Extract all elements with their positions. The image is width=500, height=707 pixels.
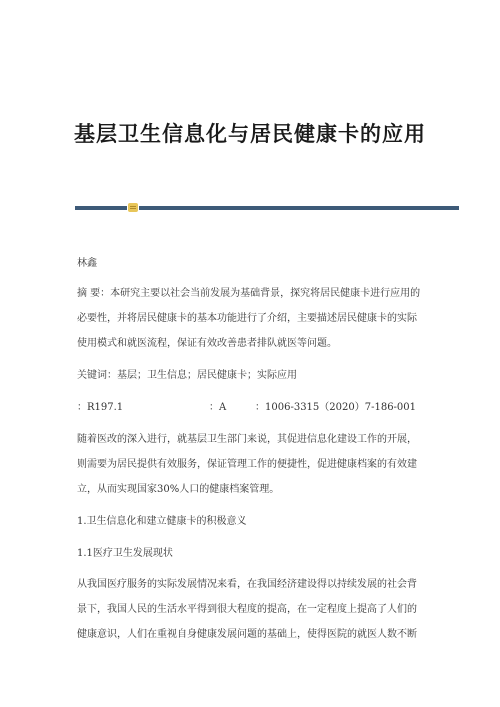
divider-bar-right (139, 206, 459, 210)
abstract-line-2: 必要性，并将居民健康卡的基本功能进行了介绍，主要描述居民健康卡的实际 (77, 313, 417, 324)
body-line-2: 景下，我国人民的生活水平得到很大程度的提高，在一定程度上提高了人们的 (77, 604, 417, 615)
body-line-3: 健康意识，人们在重视自身健康发展问题的基础上，使得医院的就医人数不断 (77, 629, 417, 640)
section-heading-1-1: 1.1医疗卫生发展现状 (77, 548, 173, 559)
divider-bar-left (75, 206, 127, 210)
article-number: ：1006-3315（2020）7-186-001 (255, 402, 417, 413)
intro-line-3: 立，从而实现国家30%人口的健康档案管理。 (77, 484, 280, 495)
classification-row (77, 401, 437, 415)
body-line-1: 从我国医疗服务的实际发展情况来看，在我国经济建设得以持续发展的社会背 (77, 579, 417, 590)
book-icon (128, 203, 138, 212)
keywords: 关键词：基层；卫生信息；居民健康卡；实际应用 (77, 370, 297, 381)
intro-line-2: 则需要为居民提供有效服务，保证管理工作的便捷性，促进健康档案的有效建 (77, 459, 417, 470)
section-heading-1: 1.卫生信息化和建立健康卡的积极意义 (77, 516, 247, 527)
abstract-line-3: 使用模式和就医流程，保证有效改善患者排队就医等问题。 (77, 338, 337, 349)
document-title: 基层卫生信息化与居民健康卡的应用 (74, 121, 426, 146)
document-code: ：A (209, 402, 227, 413)
abstract-line-1: 摘 要：本研究主要以社会当前发展为基础背景，探究将居民健康卡进行应用的 (77, 288, 421, 299)
clc-number: ：R197.1 (77, 402, 124, 413)
author-name: 林鑫 (77, 258, 97, 269)
title-divider (75, 203, 459, 211)
intro-line-1: 随着医改的深入进行，就基层卫生部门来说，其促进信息化建设工作的开展， (77, 434, 417, 445)
